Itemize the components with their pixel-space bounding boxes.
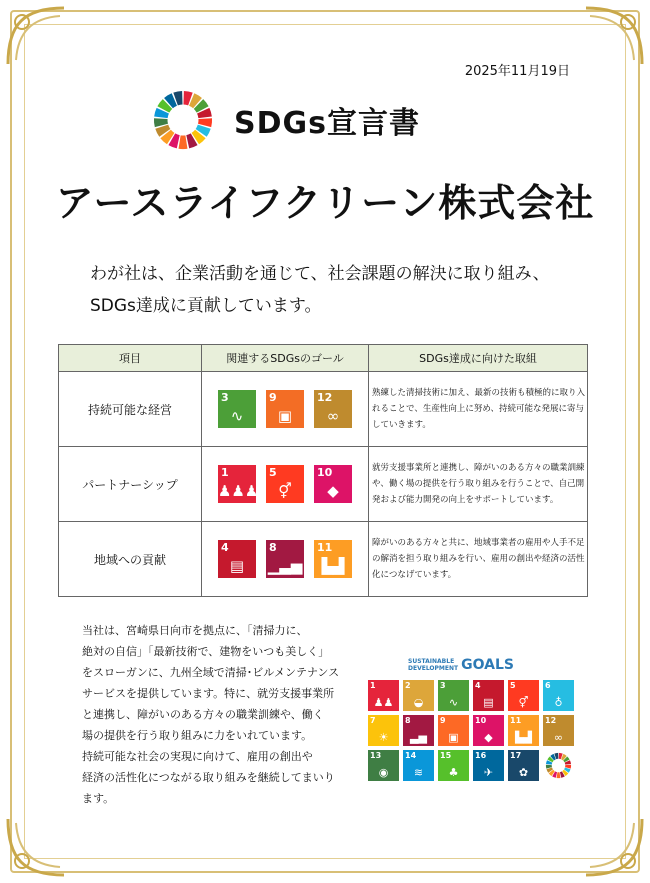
- family-icon: ♟♟♟: [218, 482, 259, 500]
- table-row: [59, 447, 588, 522]
- poster-title: [408, 654, 572, 676]
- sdg-goal-1-icon: 1 ♟♟♟: [218, 465, 256, 503]
- intro-text: [90, 258, 590, 322]
- intro-line: SDGs達成に貢献しています。: [90, 296, 322, 316]
- sdg-goal-4-icon: 4 ▤: [218, 540, 256, 578]
- row-goal-icons: [202, 522, 369, 597]
- sdg-goal-3-icon: 3 ∿: [438, 680, 469, 711]
- company-name: アースライフクリーン株式会社: [55, 181, 595, 225]
- table-row: [59, 522, 588, 597]
- sdg-goal-7-icon: 7 ☀: [368, 715, 399, 746]
- book-icon: ▤: [229, 557, 245, 575]
- column-header: 関連するSDGsのゴール: [202, 345, 369, 372]
- sdg-goal-15-icon: 15 ♣: [438, 750, 469, 781]
- table-header-row: [59, 345, 588, 372]
- row-item-label: パートナーシップ: [59, 447, 202, 522]
- statement-line: をスローガンに、九州全域で清掃･ビルメンテナンス: [82, 666, 340, 679]
- poster-small-text: SUSTAINABLE DEVELOPMENT: [408, 658, 459, 672]
- sdg-goal-9-icon: 9 ▣: [438, 715, 469, 746]
- sdg-goal-8-icon: 8 ▃▅: [403, 715, 434, 746]
- sdg-goal-10-icon: 10 ◆: [473, 715, 504, 746]
- sdg-tile-grid: [368, 680, 572, 781]
- sdg-goal-17-icon: 17 ✿: [508, 750, 539, 781]
- row-item-label: 地域への貢献: [59, 522, 202, 597]
- statement-line: と連携し、障がいのある方々の職業訓練や、働く: [82, 708, 324, 721]
- statement-line: 当社は、宮崎県日向市を拠点に、「清掃力に、: [82, 624, 308, 637]
- sdg-goal-14-icon: 14 ≋: [403, 750, 434, 781]
- buildings-icon: ▙▟: [321, 557, 345, 575]
- company-statement: [82, 620, 364, 809]
- growth-chart-icon: ▁▃▅: [267, 557, 303, 575]
- wheel-segment: [179, 135, 188, 149]
- row-goal-icons: [202, 372, 369, 447]
- wheel-segment: [557, 772, 561, 778]
- gender-icon: ⚥: [278, 482, 292, 500]
- sdg-goal-16-icon: 16 ✈: [473, 750, 504, 781]
- cubes-icon: ▣: [277, 407, 293, 425]
- sdg-goal-4-icon: 4 ▤: [473, 680, 504, 711]
- sdg-goal-12-icon: 12 ∞: [543, 715, 574, 746]
- document-header: [152, 88, 420, 152]
- row-effort-text: 障がいのある方々と共に、地域事業者の雇用や人手不足の解消を担う取り組みを行い、雇用の創出や経済の活性化につなげています。: [369, 522, 588, 597]
- sdg-goal-11-icon: 11 ▙▟: [314, 540, 352, 578]
- heartbeat-icon: ∿: [230, 407, 244, 425]
- sdg-goal-10-icon: 10 ◆: [314, 465, 352, 503]
- equality-icon: ◆: [327, 482, 339, 500]
- sdg-goal-6-icon: 6 ♁: [543, 680, 574, 711]
- sdg-goal-8-icon: 8 ▁▃▅: [266, 540, 304, 578]
- sdg-goal-13-icon: 13 ◉: [368, 750, 399, 781]
- statement-line: 経済の活性化につながる取り組みを継続してまいり: [82, 771, 335, 784]
- statement-line: 絶対の自信」「最新技術で、建物をいつも美しく」: [82, 645, 330, 658]
- statement-line: ます。: [82, 792, 115, 805]
- row-effort-text: 就労支援事業所と連携し、障がいのある方々の職業訓練や、働く場の提供を行う取り組みを行うことで、自己開発および能力開発の向上をサポートしています。: [369, 447, 588, 522]
- statement-line: サービスを提供しています。特に、就労支援事業所: [82, 687, 335, 700]
- poster-goals-word: GOALS: [461, 657, 514, 673]
- sdg-goal-5-icon: 5 ⚥: [266, 465, 304, 503]
- sdgs-wheel-small-icon: [543, 750, 574, 781]
- sdg-goal-1-icon: 1 ♟♟: [368, 680, 399, 711]
- column-header: SDGs達成に向けた取組: [369, 345, 588, 372]
- issue-date: 2025年11月19日: [464, 64, 570, 79]
- sdg-goal-5-icon: 5 ⚥: [508, 680, 539, 711]
- row-item-label: 持続可能な経営: [59, 372, 202, 447]
- infinity-icon: ∞: [326, 407, 340, 425]
- row-goal-icons: [202, 447, 369, 522]
- statement-line: 持続可能な社会の実現に向けて、雇用の創出や: [82, 750, 313, 763]
- intro-line: わが社は、企業活動を通じて、社会課題の解決に取り組み、: [90, 264, 550, 284]
- sdg-goal-9-icon: 9 ▣: [266, 390, 304, 428]
- document-title: SDGs宣言書: [234, 106, 420, 141]
- statement-line: 場の提供を行う取り組みに力をいれています。: [82, 729, 313, 742]
- sdg-goal-11-icon: 11 ▙▟: [508, 715, 539, 746]
- sdgs-goals-poster: [364, 654, 572, 781]
- row-effort-text: 熟練した清掃技術に加え、最新の技術も積極的に取り入れることで、生産性向上に努め、持続可能な発展に寄与していきます。: [369, 372, 588, 447]
- sdgs-wheel-icon: [152, 89, 214, 151]
- table-row: [59, 372, 588, 447]
- sdg-goal-2-icon: 2 ◒: [403, 680, 434, 711]
- column-header: 項目: [59, 345, 202, 372]
- sdg-goal-12-icon: 12 ∞: [314, 390, 352, 428]
- sdg-goal-3-icon: 3 ∿: [218, 390, 256, 428]
- sdg-goals-table: [58, 344, 588, 597]
